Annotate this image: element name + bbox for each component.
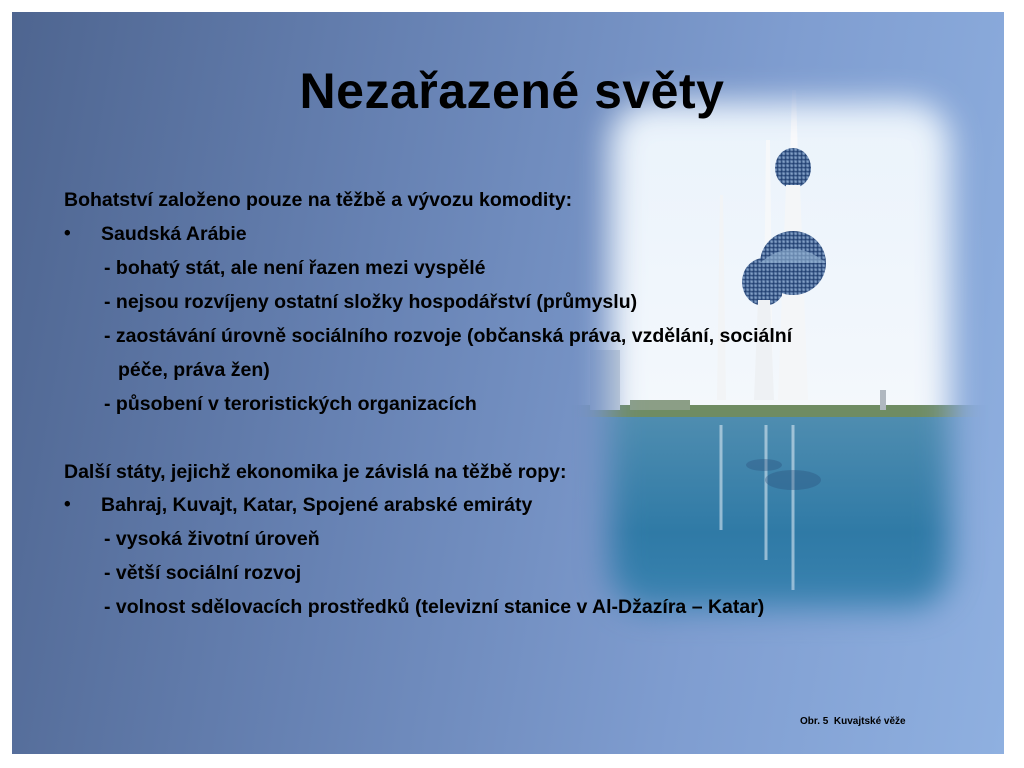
- bullet-icon: •: [64, 223, 71, 244]
- bullet-icon: •: [64, 494, 71, 515]
- kuwait-towers-photo: [570, 60, 990, 650]
- slide-title: Nezařazené světy: [299, 63, 725, 119]
- section1-line: - bohatý stát, ale není řazen mezi vyspělé: [104, 257, 486, 279]
- section2-line: - vysoká životní úroveň: [104, 528, 320, 550]
- section1-bullet-label: Saudská Arábie: [101, 223, 247, 245]
- section1-line: - nejsou rozvíjeny ostatní složky hospodářství (průmyslu): [104, 291, 638, 313]
- section2-heading: Další státy, jejichž ekonomika je závislá na těžbě ropy:: [64, 461, 567, 483]
- section1-line: - působení v teroristických organizacích: [104, 393, 477, 415]
- image-caption: Obr. 5 Kuvajtské věže: [800, 716, 906, 727]
- section1-line: - zaostávání úrovně sociálního rozvoje (občanská práva, vzdělání, sociální: [104, 325, 793, 347]
- section1-line: péče, práva žen): [118, 359, 270, 381]
- section2-line: - volnost sdělovacích prostředků (televizní stanice v Al-Džazíra – Katar): [104, 596, 765, 618]
- section2-line: - větší sociální rozvoj: [104, 562, 302, 584]
- section2-bullet-label: Bahraj, Kuvajt, Katar, Spojené arabské emiráty: [101, 494, 533, 516]
- section1-heading: Bohatství založeno pouze na těžbě a vývozu komodity:: [64, 189, 573, 211]
